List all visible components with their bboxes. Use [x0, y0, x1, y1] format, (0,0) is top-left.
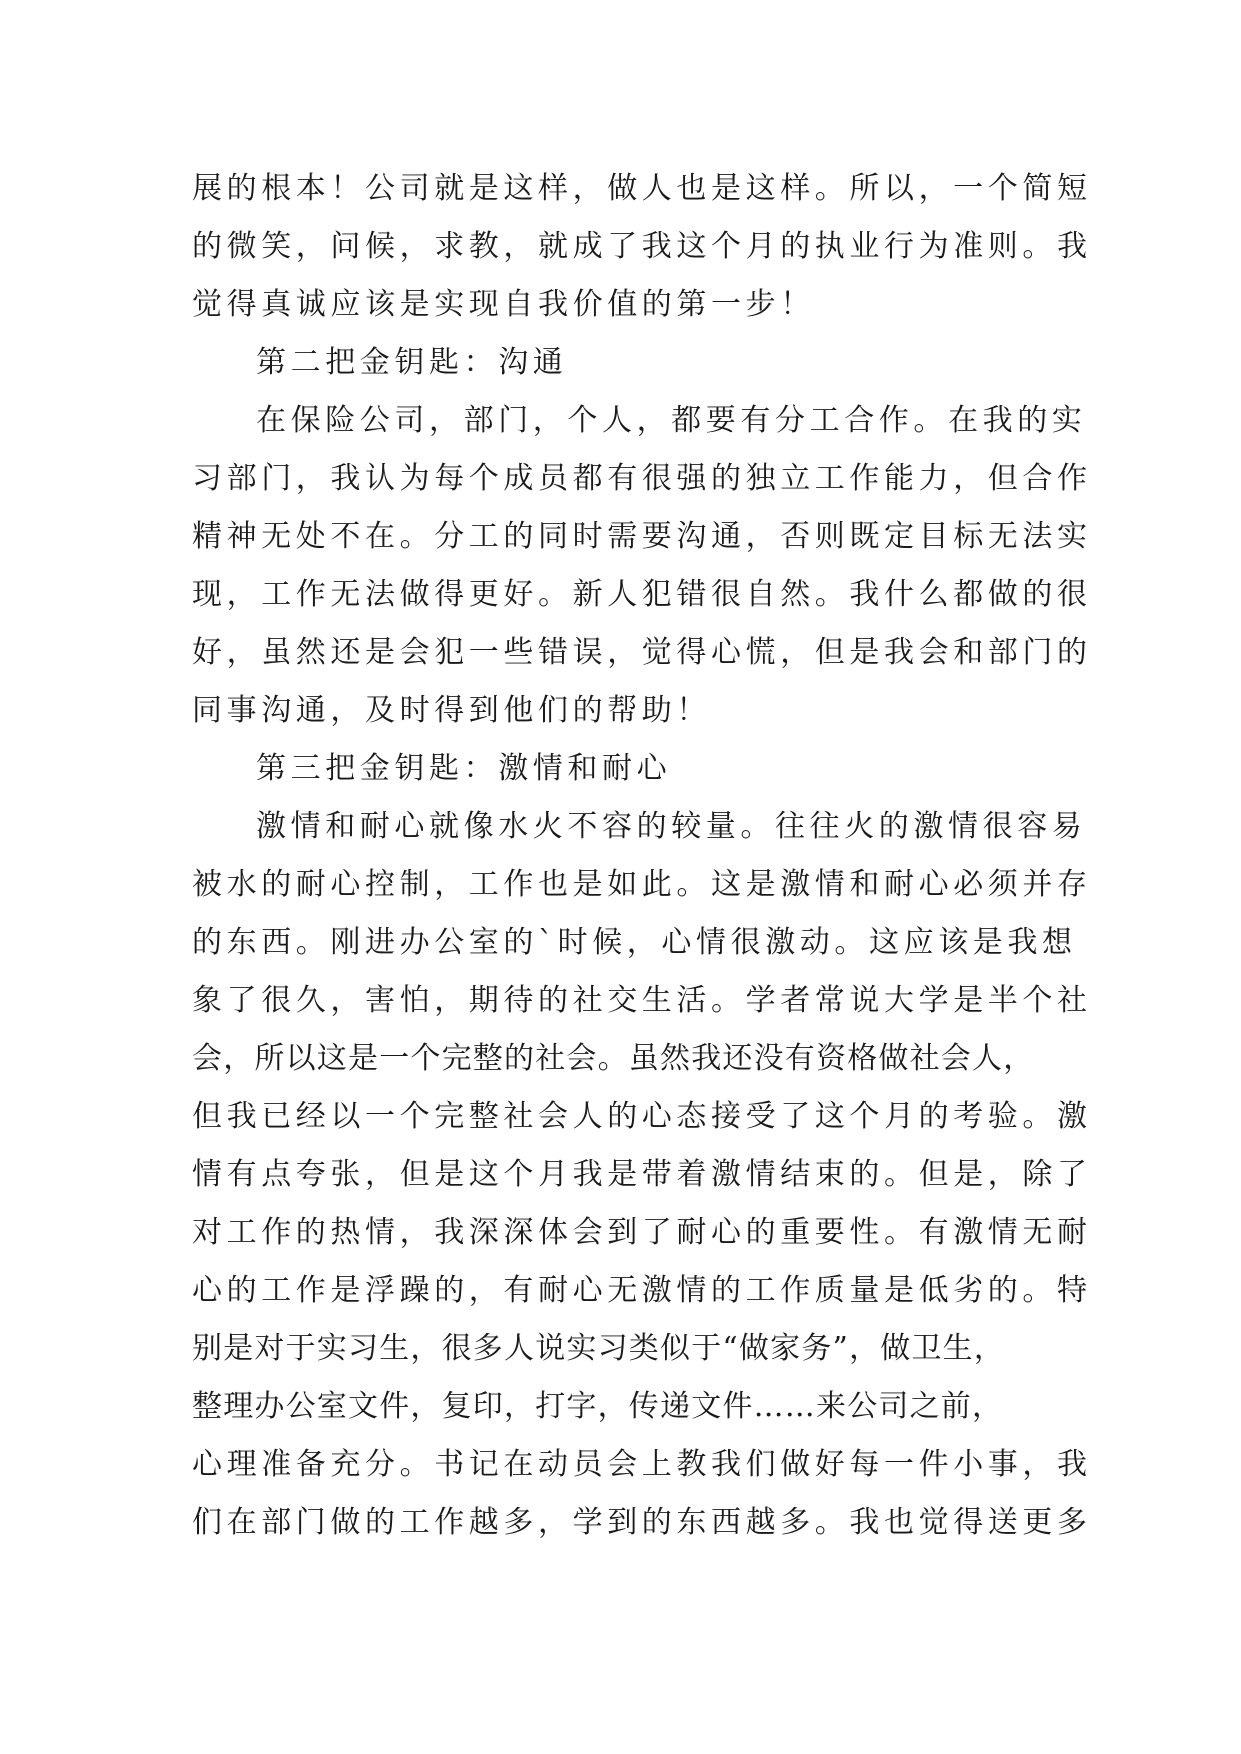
text-line: 们在部门做的工作越多，学到的东西越多。我也觉得送更多	[192, 1505, 1092, 1540]
section-heading-communication: 第二把金钥匙：沟通	[256, 345, 568, 380]
text-line: 的东西。刚进办公室的`时候，心情很激动。这应该是我想	[192, 925, 1077, 960]
text-line: 展的根本！公司就是这样，做人也是这样。所以，一个简短	[192, 171, 1092, 206]
text-line: 象了很久，害怕，期待的社交生活。学者常说大学是半个社	[192, 983, 1092, 1018]
text-line: 心的工作是浮躁的，有耐心无激情的工作质量是低劣的。特	[192, 1273, 1092, 1308]
text-line: 精神无处不在。分工的同时需要沟通，否则既定目标无法实	[192, 519, 1092, 554]
text-line: 同事沟通，及时得到他们的帮助！	[192, 693, 711, 728]
body-text	[192, 160, 1092, 1552]
section-heading-passion-patience: 第三把金钥匙：激情和耐心	[256, 751, 672, 786]
text-line: 被水的耐心控制，工作也是如此。这是激情和耐心必须并存	[192, 867, 1092, 902]
text-line: 觉得真诚应该是实现自我价值的第一步！	[192, 287, 815, 322]
text-line: 的微笑，问候，求教，就成了我这个月的执业行为准则。我	[192, 229, 1092, 264]
text-line: 但我已经以一个完整社会人的心态接受了这个月的考验。激	[192, 1099, 1092, 1134]
paragraph-start: 激情和耐心就像水火不容的较量。往往火的激情很容易	[256, 809, 1087, 844]
text-line: 会，所以这是一个完整的社会。虽然我还没有资格做社会人，	[192, 1041, 1035, 1076]
text-line: 好，虽然还是会犯一些错误，觉得心慌，但是我会和部门的	[192, 635, 1092, 670]
text-line: 现，工作无法做得更好。新人犯错很自然。我什么都做的很	[192, 577, 1092, 612]
text-line: 别是对于实习生，很多人说实习类似于“做家务”，做卫生，	[192, 1331, 1006, 1366]
text-line: 整理办公室文件，复印，打字，传递文件……来公司之前，	[192, 1389, 1004, 1424]
text-line: 心理准备充分。书记在动员会上教我们做好每一件小事，我	[192, 1447, 1092, 1482]
text-line: 习部门，我认为每个成员都有很强的独立工作能力，但合作	[192, 461, 1092, 496]
paragraph-start: 在保险公司，部门，个人，都要有分工合作。在我的实	[256, 403, 1087, 438]
text-line: 情有点夸张，但是这个月我是带着激情结束的。但是，除了	[192, 1157, 1092, 1192]
text-line: 对工作的热情，我深深体会到了耐心的重要性。有激情无耐	[192, 1215, 1092, 1250]
